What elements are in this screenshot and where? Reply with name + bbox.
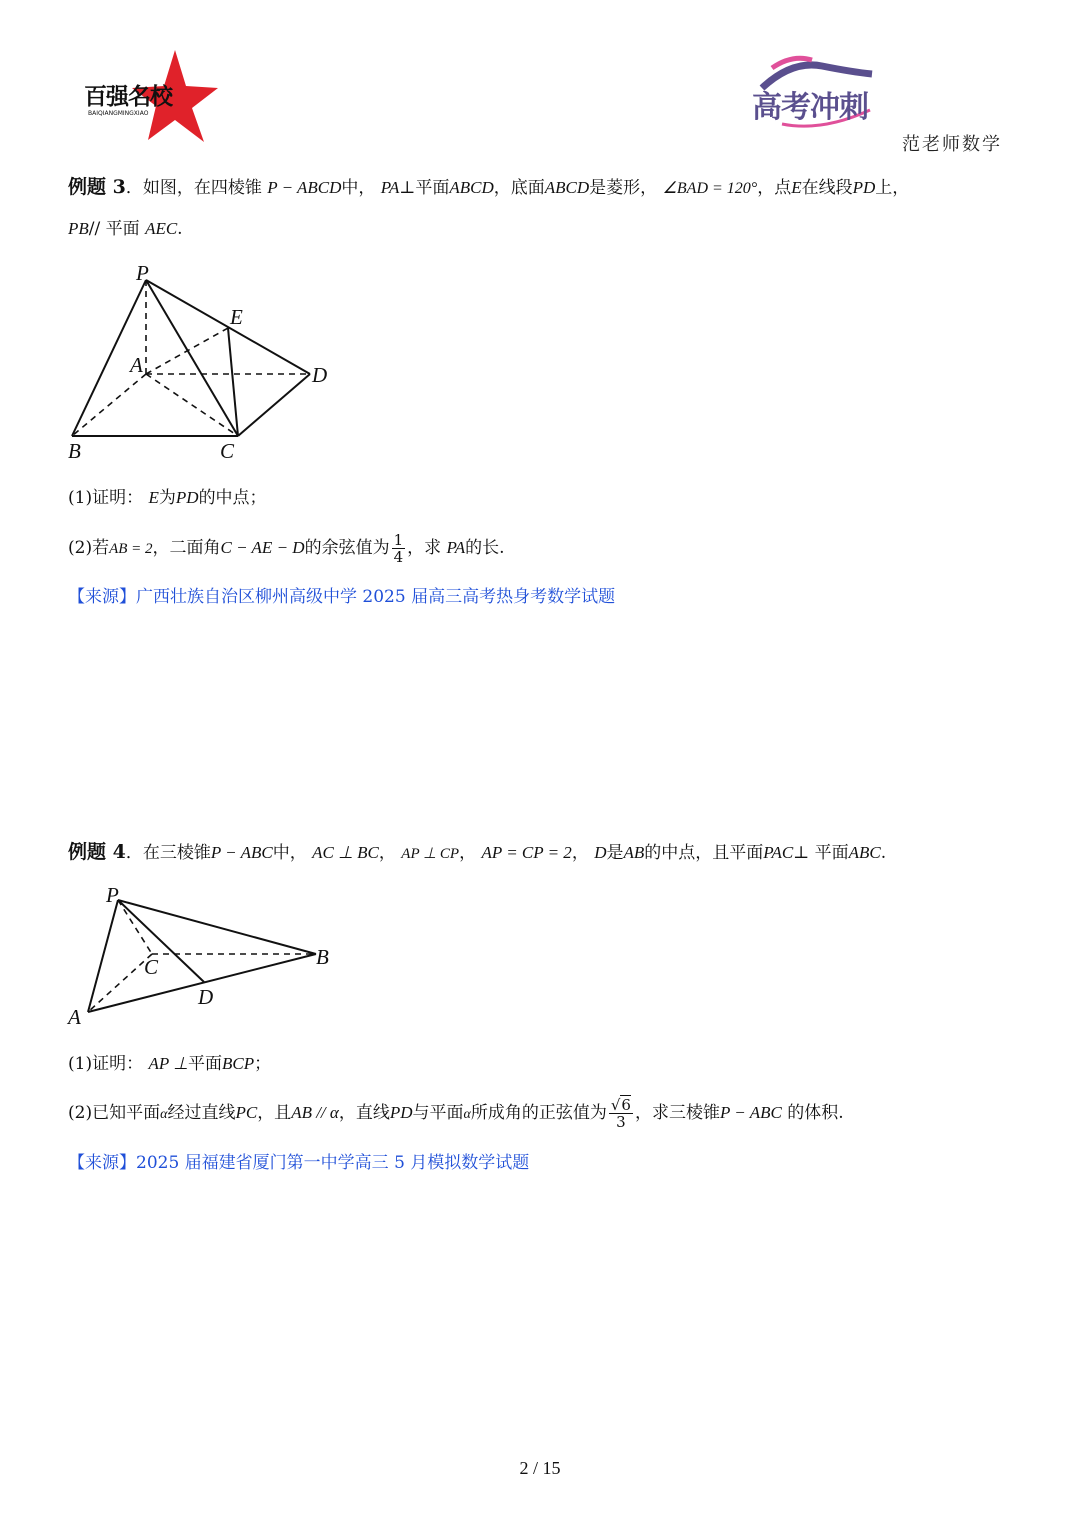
q-text: 平面 [188,1054,223,1074]
ex3-text: 平面 [100,219,146,239]
ex3-math: PA [380,178,400,197]
sqrt-radicand: 6 [621,1096,631,1114]
ex4-text: . [880,843,887,863]
q-text: 经过直线 [167,1103,236,1123]
q-text: ，求 [407,538,442,558]
q-math: E [148,488,159,507]
ex3-text: 中， [341,178,376,198]
q-math: PD [389,1103,413,1122]
edge-PA [88,900,118,1012]
label-C: C [144,955,159,979]
ex4-text: ．在三棱锥 [125,843,211,863]
q-math: P − ABC [719,1103,782,1122]
edge-AE [146,328,228,374]
ex3-text: 平面 [415,178,450,198]
ex3-text: 上， [875,178,910,198]
ex3-text: ，点 [757,178,792,198]
ex3-math: PB [68,219,89,238]
label-D: D [198,985,214,1009]
edge-PC [146,280,238,436]
ex3-math: ABCD [544,178,590,197]
label-B: B [316,945,329,969]
ex4-math: AB [623,843,645,862]
q-text: ，求三棱锥 [634,1103,720,1123]
frac-num: √6 [610,1096,631,1114]
ex3-stem-line2 [68,217,183,241]
ex4-text: ， [459,843,477,863]
fraction-one-quarter [392,532,406,565]
q-text: 所成角的正弦值为 [470,1103,607,1123]
q-text: ，且 [257,1103,292,1123]
label-E: E [230,305,243,329]
q-math: AB = 2 [109,541,153,557]
q-text: ，直线 [338,1103,390,1123]
ex3-question-2 [68,532,505,565]
edge-CD [238,374,310,436]
frac-num: 1 [393,531,404,549]
ex3-math: PD [852,178,876,197]
logo-left-text: 百强名校 [84,84,172,110]
q-text: ； [254,1054,272,1074]
q-math: AP ⊥ [148,1054,189,1073]
label-A: A [68,1005,81,1029]
ex4-question-1 [68,1052,271,1076]
ex4-math: AC ⊥ BC [312,843,379,862]
q-text: 的体积. [787,1103,844,1123]
q-text: (1)证明： [68,1054,144,1074]
q-math: AB // α [291,1103,339,1122]
ex4-stem-line1 [68,840,886,866]
ex3-label: 例题 3 [68,176,126,198]
ex3-figure [60,258,350,468]
author-label: 范老师数学 [902,134,1002,155]
ex3-text: 在线段 [801,178,853,198]
q-math: α [160,1107,168,1122]
ex4-text: ⊥ 平面 [793,843,849,863]
header-right-logo [752,52,892,132]
ex4-question-2 [68,1096,844,1132]
page-number: 2 / 15 [519,1458,561,1478]
ex4-math: AP ⊥ CP [401,846,460,862]
edge-PD [146,280,310,374]
edge-AC [146,374,238,436]
label-P: P [106,883,119,907]
label-P: P [136,261,149,285]
q-math: PD [175,488,199,507]
ex4-label: 例题 4 [68,841,126,863]
q-text: (1)证明： [68,488,144,508]
ex3-text: ，底面 [493,178,545,198]
ex3-math: // [88,219,101,239]
ex3-stem-line1 [68,175,909,201]
edge-AB [72,374,146,436]
ex3-source: 【来源】广西壮族自治区柳州高级中学 2025 届高三高考热身考数学试题 [68,587,616,607]
ex3-text: ．如图，在四棱锥 [125,178,262,198]
q-text: (2)若 [68,538,110,558]
q-math: PC [235,1103,258,1122]
fraction-sqrt6-over-3 [609,1097,633,1130]
ex4-figure [60,878,350,1030]
q-text: (2)已知平面 [68,1103,161,1123]
ex3-math: AEC [145,219,178,238]
q-math: α [463,1107,471,1122]
ex4-math: D [594,843,607,862]
ex4-text: 中， [272,843,307,863]
ex4-text: 的中点，且平面 [644,843,764,863]
label-D: D [312,363,328,387]
ex3-question-1 [68,486,267,510]
ex4-math: P − ABC [210,843,273,862]
header-left-logo [80,48,220,144]
label-A: A [130,353,143,377]
ex4-math: AP = CP = 2 [481,843,572,862]
q-math: C − AE − D [220,538,305,557]
ex4-math: PAC [763,843,794,862]
ex4-text: ， [378,843,396,863]
label-B: B [68,439,81,463]
logo-right-text-value: 高考冲刺 [752,90,868,125]
ex3-text: . [177,219,183,239]
frac-den: 3 [616,1113,626,1131]
q-text: 的中点； [198,488,267,508]
ex3-math: ∠BAD = 120° [662,180,758,197]
q-text: 的长. [465,538,505,558]
q-text: 的余弦值为 [304,538,390,558]
frac-den: 4 [393,548,404,566]
ex3-math: ⊥ [399,178,416,198]
q-text: 为 [158,488,176,508]
logo-right-text [752,82,868,126]
q-math: PA [446,538,466,557]
ex3-math: ABCD [449,178,494,197]
label-C: C [220,439,235,463]
ex4-text: 是 [606,843,624,863]
logo-left-subtext: BAIQIANGMINGXIAO [88,110,149,117]
ex3-math: P − ABCD [267,178,342,197]
q-math: BCP [222,1054,255,1073]
q-text: 与平面 [412,1103,464,1123]
q-text: ，二面角 [152,538,221,558]
ex4-text: ， [571,843,589,863]
ex3-text: 是菱形， [589,178,658,198]
ex4-math: ABC [848,843,881,862]
ex4-source: 【来源】2025 届福建省厦门第一中学高三 5 月模拟数学试题 [68,1153,530,1173]
ex3-math: E [791,178,802,197]
